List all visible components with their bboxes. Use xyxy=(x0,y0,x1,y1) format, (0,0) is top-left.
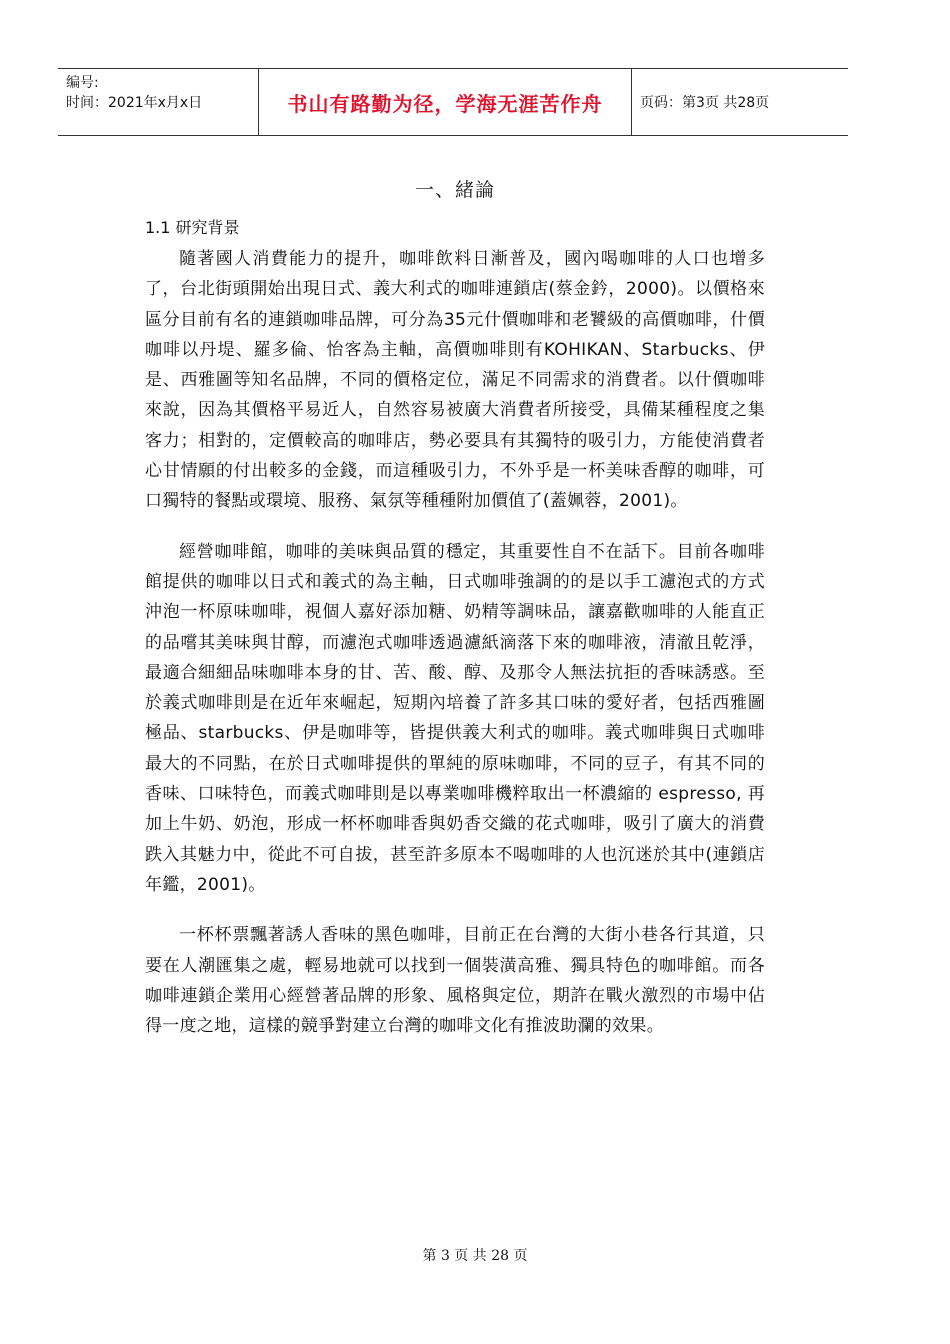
header-meta xyxy=(58,69,258,135)
page-footer: 第 3 页 共 28 页 xyxy=(422,1248,528,1264)
chapter-title: 一、緒論 xyxy=(414,179,495,201)
serial-label: 编号: xyxy=(66,75,99,91)
header-motto: 书山有路勤为径，学海无涯苦作舟 xyxy=(258,69,632,135)
paragraph-3: 一杯杯票飄著誘人香味的黑色咖啡，目前正在台灣的大街小巷各行其道，只要在人潮匯集之處，輕易地就可以找到一個裝潢高雅、獨具特色的咖啡館。而各咖啡連鎖企業用心經營著品牌的形象、風格與定位，期許在戰火激烈的市場中佔得一度之地，這樣的競爭對建立台灣的咖啡文化有推波助瀾的效果。 xyxy=(145,925,765,1037)
header-page-info: 页码：第3页 共28页 xyxy=(640,95,770,111)
time-label: 时间：2021年x月x日 xyxy=(66,95,203,111)
paragraph-2: 經營咖啡館，咖啡的美味與品質的穩定，其重要性自不在話下。目前各咖啡館提供的咖啡以日式和義式的為主軸，日式咖啡強調的的是以手工濾泡式的方式沖泡一杯原味咖啡，視個人嘉好添加糖、奶精等調味品，讓嘉歡咖啡的人能直正的品嚐其美味與甘醇，而濾泡式咖啡透過濾紙滴落下來的咖啡液，清澈且乾淨，最適合細細品味咖啡本身的甘、苦、酸、醇、及那令人無法抗拒的香味誘惑。至於義式咖啡則是在近年來崛起，短期內培養了許多其口味的愛好者，包括西雅圖極品、starbucks、伊是咖啡等，皆提供義大利式的咖啡。義式咖啡與日式咖啡最大的不同點，在於日式咖啡提供的單純的原味咖啡，不同的豆子，有其不同的香味、口味特色，而義式咖啡則是以專業咖啡機粹取出一杯濃縮的 espresso, 再加上牛奶、奶泡，形成一杯杯咖啡香與奶香交織的花式咖啡，吸引了廣大的消費跌入其魅力中，從此不可自拔，甚至許多原本不喝咖啡的人也沉迷於其中(連鎖店年鑑，2001)。 xyxy=(145,541,765,895)
page-header xyxy=(58,68,848,136)
paragraph-1: 隨著國人消費能力的提升，咖啡飲料日漸普及，國內喝咖啡的人口也增多了，台北街頭開始出現日式、義大利式的咖啡連鎖店(蔡金鈐，2000)。以價格來區分目前有名的連鎖咖啡品牌，可分為35元什價咖啡和老饕級的高價咖啡，什價咖啡以丹堤、羅多倫、怡客為主軸，高價咖啡則有KOHIKAN、Starbucks、伊是、西雅圖等知名品牌，不同的價格定位，滿足不同需求的消費者。以什價咖啡來說，因為其價格平易近人，自然容易被廣大消費者所接受，具備某種程度之集客力；相對的，定價較高的咖啡店，勢必要具有其獨特的吸引力，方能使消費者心甘情願的付出較多的金錢，而這種吸引力，不外乎是一杯美味香醇的咖啡，可口獨特的餐點或環境、服務、氣氛等種種附加價值了(蓋姵蓉，2001)。 xyxy=(145,249,765,512)
section-title: 1.1 研究背景 xyxy=(145,218,240,237)
document-body xyxy=(145,172,765,1061)
